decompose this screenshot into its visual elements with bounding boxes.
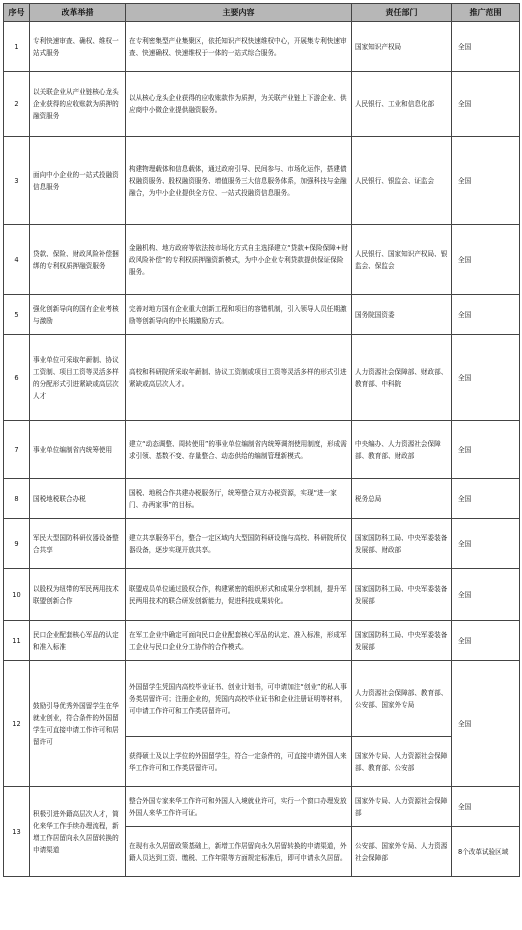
row-content: 构建物理载体和信息载体，通过政府引导、民间参与、市场化运作，搭建债权融资服务、股权融资服务、增值服务三大信息服务体系，加强科技与金融融合，为中小企业提供全方位、一站式投融资信息服务。 [126, 137, 352, 225]
row-measure: 专利快速审查、确权、维权一站式服务 [30, 22, 126, 72]
row-no: 10 [4, 569, 30, 621]
row-dept: 人民银行、银监会、证监会 [352, 137, 452, 225]
row-measure: 强化创新导向的国有企业考核与激励 [30, 295, 126, 335]
row-no: 1 [4, 22, 30, 72]
row-content: 联盟成员单位通过股权合作，构建紧密的组织形式和成果分享机制，提升军民两用技术的联合研发创新能力，促进科技成果转化。 [126, 569, 352, 621]
row-no: 4 [4, 225, 30, 295]
row-no: 6 [4, 335, 30, 421]
row-scope: 全国 [452, 569, 520, 621]
row-scope: 全国 [452, 137, 520, 225]
row-dept: 人民银行、国家知识产权局、银监会、保监会 [352, 225, 452, 295]
row-no: 9 [4, 519, 30, 569]
row-no: 13 [4, 787, 30, 877]
row-measure: 民口企业配套核心军品的认定和准入标准 [30, 621, 126, 661]
row-no: 12 [4, 661, 30, 787]
table-row [4, 519, 520, 569]
table-row [4, 621, 520, 661]
row-scope: 全国 [452, 479, 520, 519]
row-content: 在专利密集型产业集聚区，依托知识产权快速维权中心，开展集专利快速审查、快速确权、快速维权于一体的一站式综合服务。 [126, 22, 352, 72]
row-measure: 以股权为纽带的军民两用技术联盟创新合作 [30, 569, 126, 621]
row-content: 建立共享服务平台，整合一定区域内大型国防科研设施与高校、科研院所仪器设备，逐步实现开放共享。 [126, 519, 352, 569]
row-measure: 鼓励引导优秀外国留学生在华就业创业，符合条件的外国留学生可直接申请工作许可和居留许可 [30, 661, 126, 787]
table-row [4, 295, 520, 335]
table-row [4, 787, 520, 827]
row-scope: 全国 [452, 22, 520, 72]
row-content: 整合外国专家来华工作许可和外国人入境就业许可，实行一个窗口办理发放外国人来华工作许可证。 [126, 787, 352, 827]
row-scope: 全国 [452, 295, 520, 335]
row-content: 外国留学生凭国内高校毕业证书、创业计划书，可申请加注“创业”的私人事务类居留许可；注册企业的，凭国内高校毕业证书和企业注册证明等材料，可申请工作许可和工作类居留许可。 [126, 661, 352, 737]
header-no: 序号 [4, 4, 30, 22]
row-dept: 人民银行、工业和信息化部 [352, 72, 452, 137]
row-dept: 国家国防科工局、中央军委装备发展部 [352, 621, 452, 661]
row-scope: 全国 [452, 621, 520, 661]
row-content: 国税、地税合作共建办税服务厅，统筹整合双方办税资源，实现“进一家门、办两家事”的目标。 [126, 479, 352, 519]
header-scope: 推广范围 [452, 4, 520, 22]
table-row [4, 22, 520, 72]
row-dept: 国家国防科工局、中央军委装备发展部 [352, 569, 452, 621]
table-row [4, 479, 520, 519]
table-row [4, 661, 520, 737]
row-scope: 全国 [452, 519, 520, 569]
row-dept: 国家国防科工局、中央军委装备发展部、财政部 [352, 519, 452, 569]
row-measure: 积极引进外籍高层次人才，简化来华工作手续办理流程，新增工作居留向永久居留转换的申请渠道 [30, 787, 126, 877]
row-dept: 国务院国资委 [352, 295, 452, 335]
row-scope: 全国 [452, 72, 520, 137]
row-content: 金融机构、地方政府等依法按市场化方式自主选择建立“贷款+保险保障+财政风险补偿”的专利权质押融资新模式，为中小企业专利贷款提供保证保险服务。 [126, 225, 352, 295]
row-measure: 贷款、保险、财政风险补偿捆绑的专利权质押融资服务 [30, 225, 126, 295]
row-measure: 事业单位编制省内统筹使用 [30, 421, 126, 479]
row-dept: 国家外专局、人力资源社会保障部 [352, 787, 452, 827]
table-row [4, 569, 520, 621]
header-dept: 责任部门 [352, 4, 452, 22]
row-content: 以从核心龙头企业获得的应收账款作为质押，为关联产业链上下游企业、供应商中小微企业提供融资服务。 [126, 72, 352, 137]
row-measure: 面向中小企业的一站式投融资信息服务 [30, 137, 126, 225]
row-measure: 军民大型国防科研仪器设备整合共享 [30, 519, 126, 569]
row-scope: 全国 [452, 225, 520, 295]
row-scope: 全国 [452, 335, 520, 421]
row-content: 获得硕士及以上学位的外国留学生，符合一定条件的，可直接申请外国人来华工作许可和工作类居留许可。 [126, 737, 352, 787]
row-dept: 中央编办、人力资源社会保障部、教育部、财政部 [352, 421, 452, 479]
row-dept: 人力资源社会保障部、财政部、教育部、中科院 [352, 335, 452, 421]
row-dept: 税务总局 [352, 479, 452, 519]
row-scope: 8个改革试验区域 [452, 827, 520, 877]
row-dept: 国家知识产权局 [352, 22, 452, 72]
table-row [4, 421, 520, 479]
row-no: 11 [4, 621, 30, 661]
header-content: 主要内容 [126, 4, 352, 22]
row-no: 2 [4, 72, 30, 137]
row-measure: 国税地税联合办税 [30, 479, 126, 519]
row-dept: 公安部、国家外专局、人力资源社会保障部 [352, 827, 452, 877]
row-content: 高校和科研院所采取年薪制、协议工资制或项目工资等灵活多样的形式引进紧缺或高层次人才。 [126, 335, 352, 421]
reform-measures-table [3, 3, 520, 877]
row-measure: 事业单位可采取年薪制、协议工资制、项目工资等灵活多样的分配形式引进紧缺或高层次人才 [30, 335, 126, 421]
row-scope: 全国 [452, 661, 520, 787]
row-scope: 全国 [452, 421, 520, 479]
header-measure: 改革举措 [30, 4, 126, 22]
row-content: 在现有永久居留政策基础上，新增工作居留向永久居留转换的申请渠道，外籍人员达到工资、缴税、工作年限等方面规定标准后，即可申请永久居留。 [126, 827, 352, 877]
row-no: 3 [4, 137, 30, 225]
row-measure: 以关联企业从产业链核心龙头企业获得的应收账款为质押的融资服务 [30, 72, 126, 137]
row-no: 8 [4, 479, 30, 519]
table-row [4, 137, 520, 225]
table-row [4, 335, 520, 421]
row-scope: 全国 [452, 787, 520, 827]
row-dept: 国家外专局、人力资源社会保障部、教育部、公安部 [352, 737, 452, 787]
row-no: 5 [4, 295, 30, 335]
header-row [4, 4, 520, 22]
row-content: 建立“动态调整、周转使用”的事业单位编制省内统筹调剂使用制度，形成需求引领、基数不变、存量整合、动态供给的编制管理新模式。 [126, 421, 352, 479]
table-row [4, 225, 520, 295]
row-content: 在军工企业中确定可面向民口企业配套核心军品的认定、准入标准，形成军工企业与民口企业分工协作的合作模式。 [126, 621, 352, 661]
table-row [4, 72, 520, 137]
row-content: 完善对地方国有企业重大创新工程和项目的容错机制，引入领导人员任期激励等创新导向的中长期激励方式。 [126, 295, 352, 335]
row-dept: 人力资源社会保障部、教育部、公安部、国家外专局 [352, 661, 452, 737]
reform-measures-table-wrapper [3, 3, 519, 877]
row-no: 7 [4, 421, 30, 479]
